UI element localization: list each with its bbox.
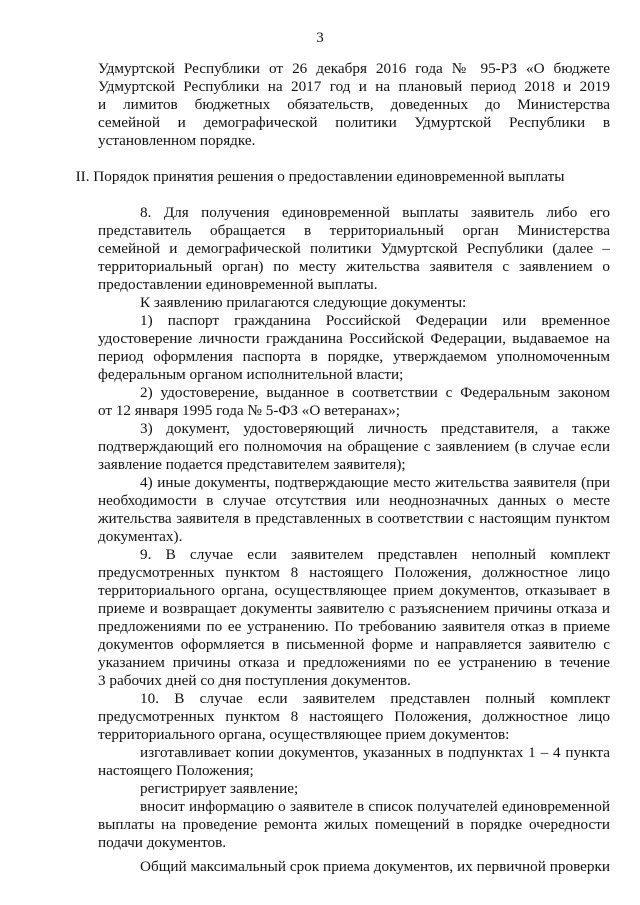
text-line: регистрирует заявление; bbox=[140, 780, 299, 797]
text-line: 3 рабочих дней со дня поступления документов. bbox=[98, 672, 411, 689]
text-line: 8. Для получения единовременной выплаты заявитель либо его bbox=[140, 204, 610, 221]
text-line: изготавливает копии документов, указанных в подпунктах 1 – 4 пункта bbox=[140, 744, 610, 761]
text-line: документов оформляется в письменной форме и направляется заявителю с bbox=[98, 636, 610, 653]
text-line: документах). bbox=[98, 528, 183, 545]
text-line: приеме и возвращает документы заявителю с разъяснением причины отказа и bbox=[98, 600, 610, 617]
text-line: настоящего Положения; bbox=[98, 762, 254, 779]
text-line: предусмотренных пунктом 8 настоящего Положения, должностное лицо bbox=[98, 708, 610, 725]
text-line: подачи документов. bbox=[98, 834, 227, 851]
text-line: заявление подается представителем заявителя); bbox=[98, 456, 406, 473]
page-number: 3 bbox=[316, 30, 324, 46]
text-line: Удмуртской Республики на 2017 год и на плановый период 2018 и 2019 bbox=[98, 78, 610, 95]
text-line: территориального органа, осуществляющее прием документов: bbox=[98, 726, 510, 743]
text-line: предусмотренных пунктом 8 настоящего Положения, должностное лицо bbox=[98, 564, 610, 581]
text-line: территориальный орган) по месту жительства заявителя с заявлением о bbox=[98, 258, 610, 275]
text-line: федеральным органом исполнительной власти; bbox=[98, 366, 404, 383]
text-line: указанием причины отказа и предложениями по ее устранению в течение bbox=[98, 654, 610, 671]
section-heading: II. Порядок принятия решения о предоставлении единовременной выплаты bbox=[75, 168, 565, 185]
text-line: территориального органа, осуществляющее прием документов, отказывает в bbox=[98, 582, 610, 599]
text-line: от 12 января 1995 года № 5-ФЗ «О ветеранах»; bbox=[98, 402, 400, 419]
text-line: выплаты на проведение ремонта жилых помещений в порядке очередности bbox=[98, 816, 610, 833]
text-line: 4) иные документы, подтверждающие место жительства заявителя (при bbox=[140, 474, 610, 491]
text-line: предложениями по ее устранению. По требованию заявителя отказ в приеме bbox=[98, 618, 610, 635]
text-line: Общий максимальный срок приема документов, их первичной проверки bbox=[140, 858, 610, 875]
text-line: удостоверение личности гражданина Российской Федерации, выдаваемое на bbox=[98, 330, 610, 347]
text-line: период оформления паспорта в порядке, утверждаемом уполномоченным bbox=[98, 348, 610, 365]
text-line: 3) документ, удостоверяющий личность представителя, а также bbox=[140, 420, 610, 437]
text-line: К заявлению прилагаются следующие документы: bbox=[140, 294, 467, 311]
text-line: вносит информацию о заявителе в список получателей единовременной bbox=[140, 798, 610, 815]
text-line: Удмуртской Республики от 26 декабря 2016 года № 95-РЗ «О бюджете bbox=[98, 60, 610, 77]
text-line: и лимитов бюджетных обязательств, доведенных до Министерства bbox=[98, 96, 610, 113]
text-line: семейной и демографической политики Удмуртской Республики в bbox=[98, 114, 610, 131]
text-line: жительства заявителя в представленных в соответствии с настоящим пунктом bbox=[98, 510, 610, 527]
text-line: 9. В случае если заявителем представлен неполный комплект bbox=[140, 546, 610, 563]
text-line: представитель обращается в территориальный орган Министерства bbox=[98, 222, 610, 239]
text-line: подтверждающий его полномочия на обращение с заявлением (в случае если bbox=[98, 438, 610, 455]
text-line: предоставлении единовременной выплаты. bbox=[98, 276, 378, 293]
text-line: 2) удостоверение, выданное в соответствии с Федеральным законом bbox=[140, 384, 610, 401]
text-line: 10. В случае если заявителем представлен полный комплект bbox=[140, 690, 610, 707]
text-line: необходимости в случае отсутствия или неоднозначных данных о месте bbox=[98, 492, 610, 509]
text-line: 1) паспорт гражданина Российской Федерации или временное bbox=[140, 312, 610, 329]
text-line: семейной и демографической политики Удмуртской Республики (далее – bbox=[98, 240, 610, 257]
text-line: установленном порядке. bbox=[98, 132, 256, 149]
